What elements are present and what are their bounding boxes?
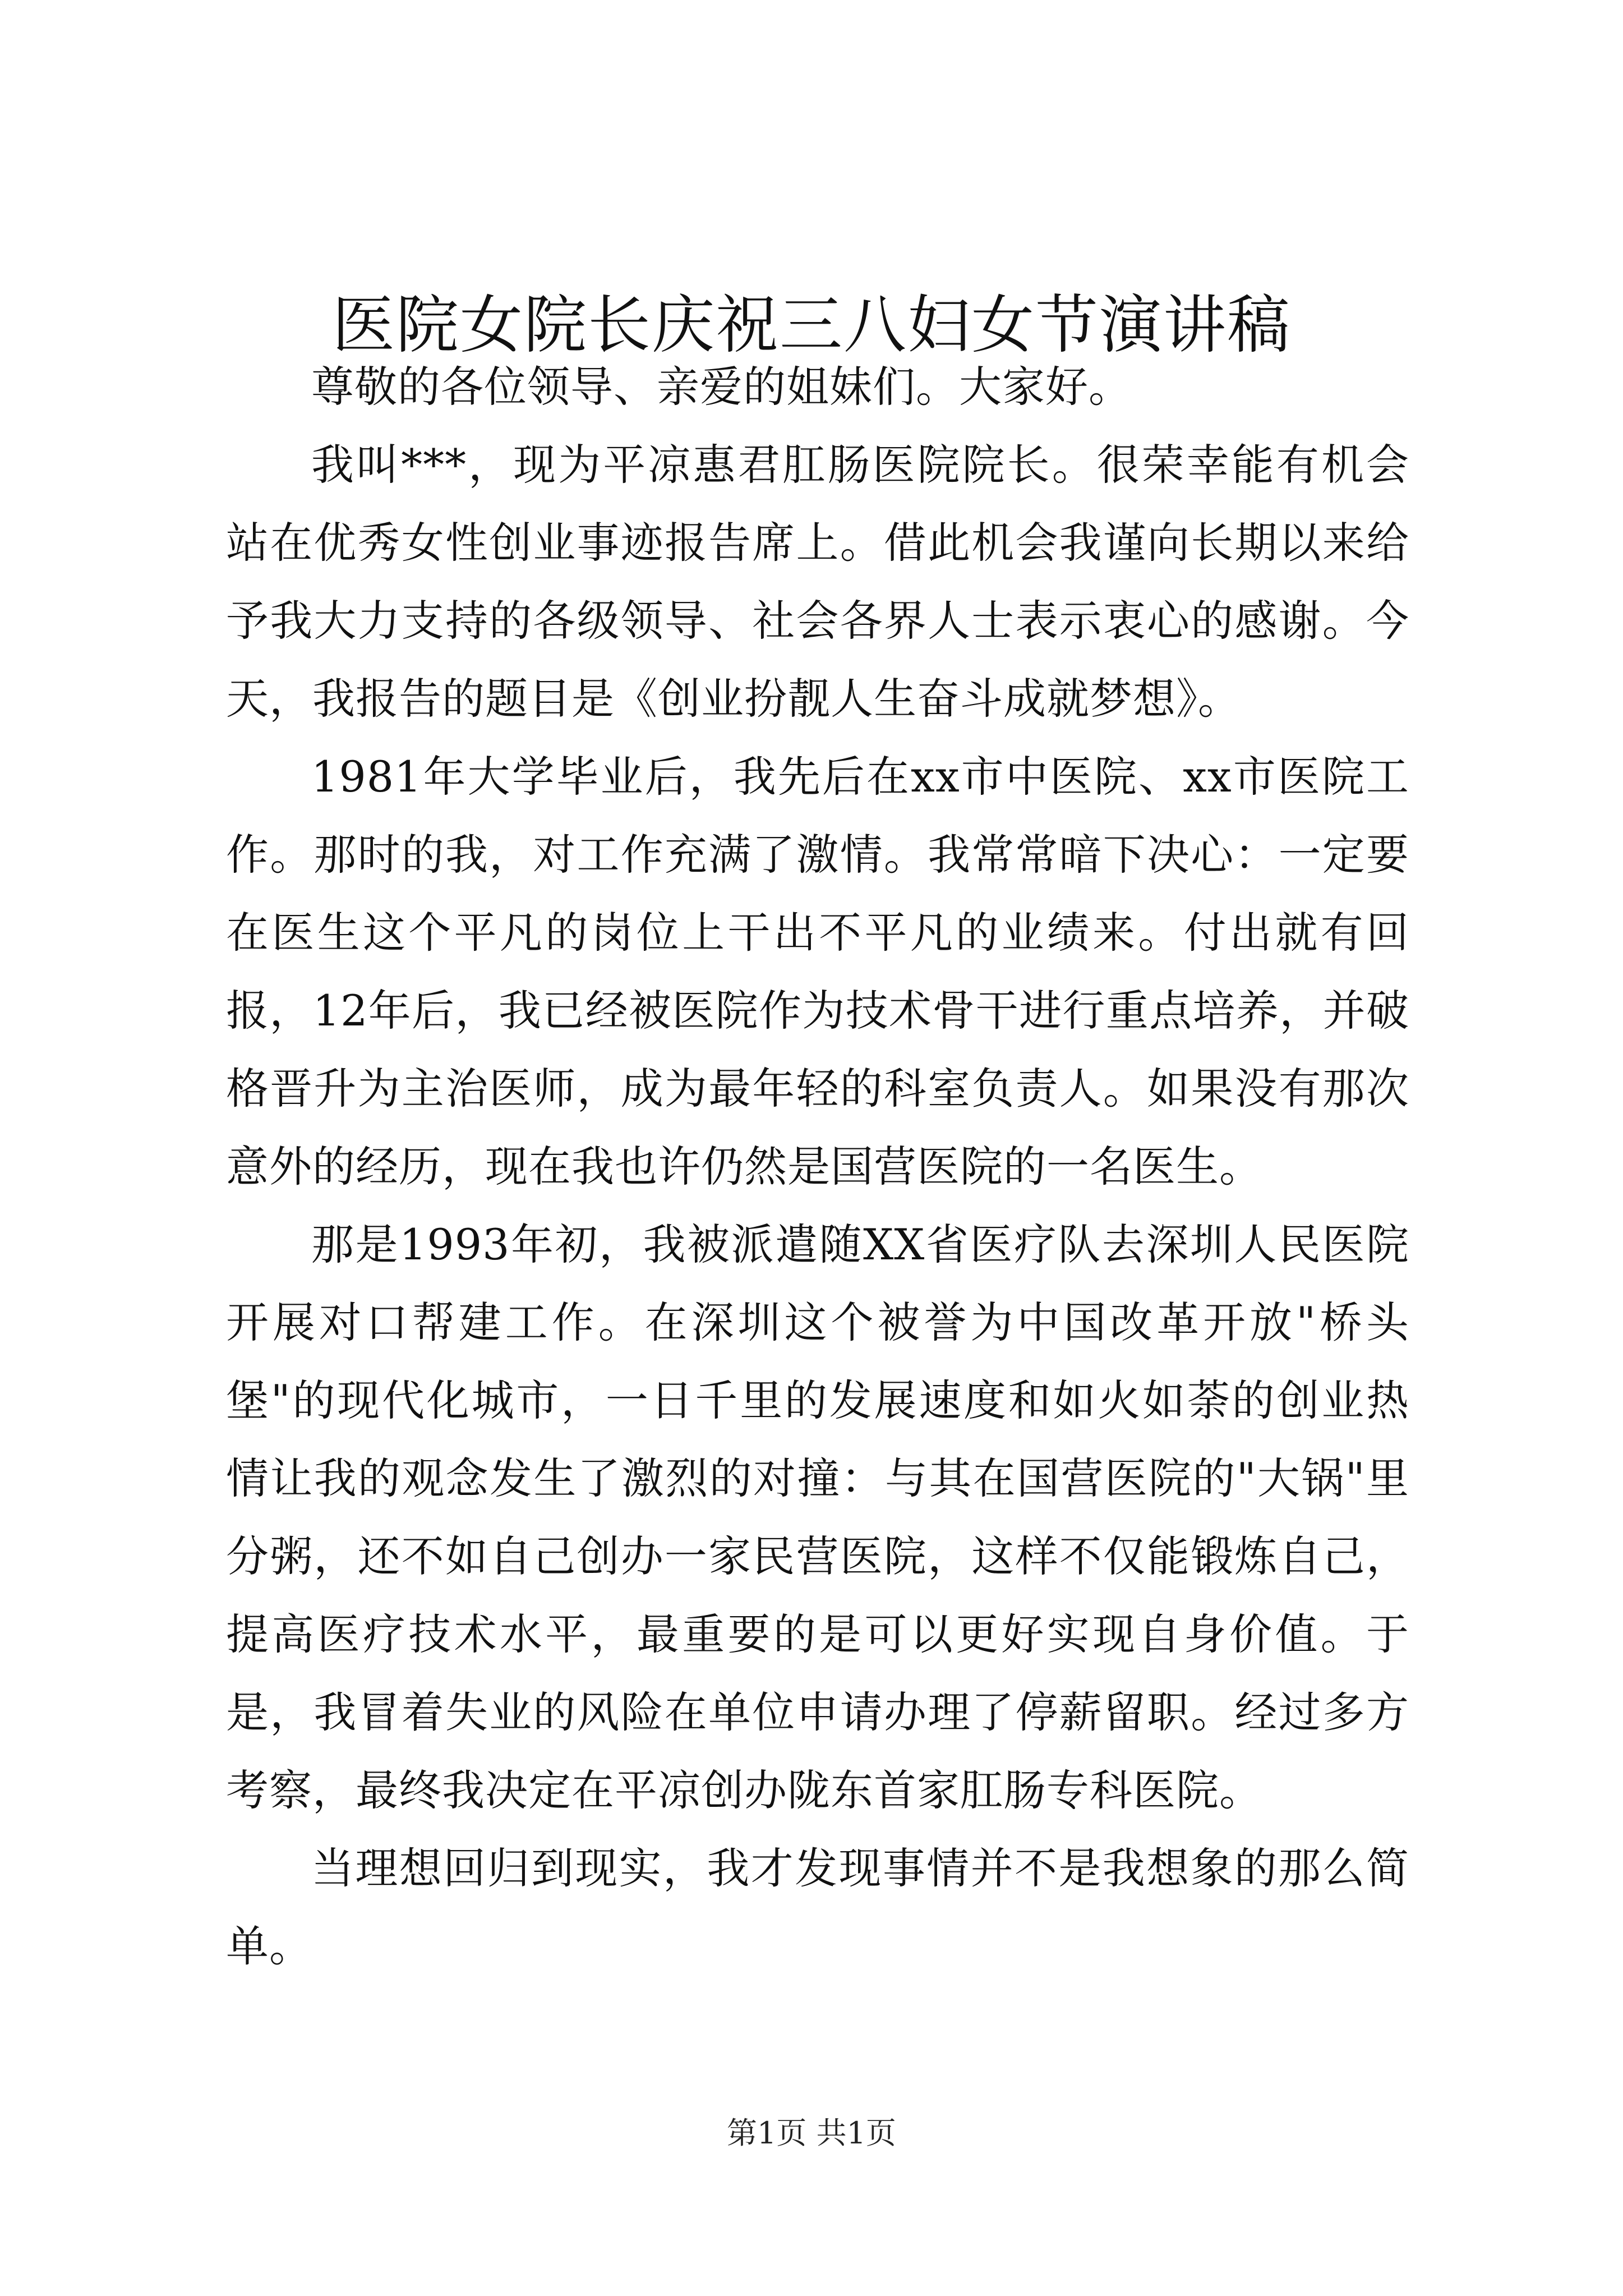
paragraph-reality: 当理想回归到现实，我才发现事情并不是我想象的那么简单。 [226,1843,1409,1971]
document-title: 医院女院长庆祝三八妇女节演讲稿 [332,289,1291,362]
paragraph-shenzhen: 那是1993年初，我被派遣随XX省医疗队去深圳人民医院开展对口帮建工作。在深圳这个被誉为中国改革开放"桥头堡"的现代化城市，一日千里的发展速度和如火如荼的创业热情让我的观念发生了激烈的对撞：与其在国营医院的"大锅"里分粥，还不如自己创办一家民营医院，这样不仅能锻炼自己，提高医疗技术水平，最重要的是可以更好实现自身价值。于是，我冒着失业的风险在单位申请办理了停薪留职。经过多方考察，最终我决定在平凉创办陇东首家肛肠专科医院。 [226,1220,1409,1815]
document-body [226,348,1409,1985]
page-footer: 第1页 共1页 [727,2115,896,2151]
paragraph-early-career: 1981年大学毕业后，我先后在xx市中医院、xx市医院工作。那时的我，对工作充满了激情。我常常暗下决心：一定要在医生这个平凡的岗位上干出不平凡的业绩来。付出就有回报，12年后，我已经被医院作为技术骨干进行重点培养，并破格晋升为主治医师，成为最年轻的科室负责人。如果没有那次意外的经历，现在我也许仍然是国营医院的一名医生。 [226,752,1409,1191]
paragraph-greeting: 尊敬的各位领导、亲爱的姐妹们。大家好。 [311,362,1132,412]
paragraph-introduction: 我叫***，现为平凉惠君肛肠医院院长。很荣幸能有机会站在优秀女性创业事迹报告席上。借此机会我谨向长期以来给予我大力支持的各级领导、社会各界人士表示衷心的感谢。今天，我报告的题目是《创业扮靓人生奋斗成就梦想》。 [226,440,1409,724]
